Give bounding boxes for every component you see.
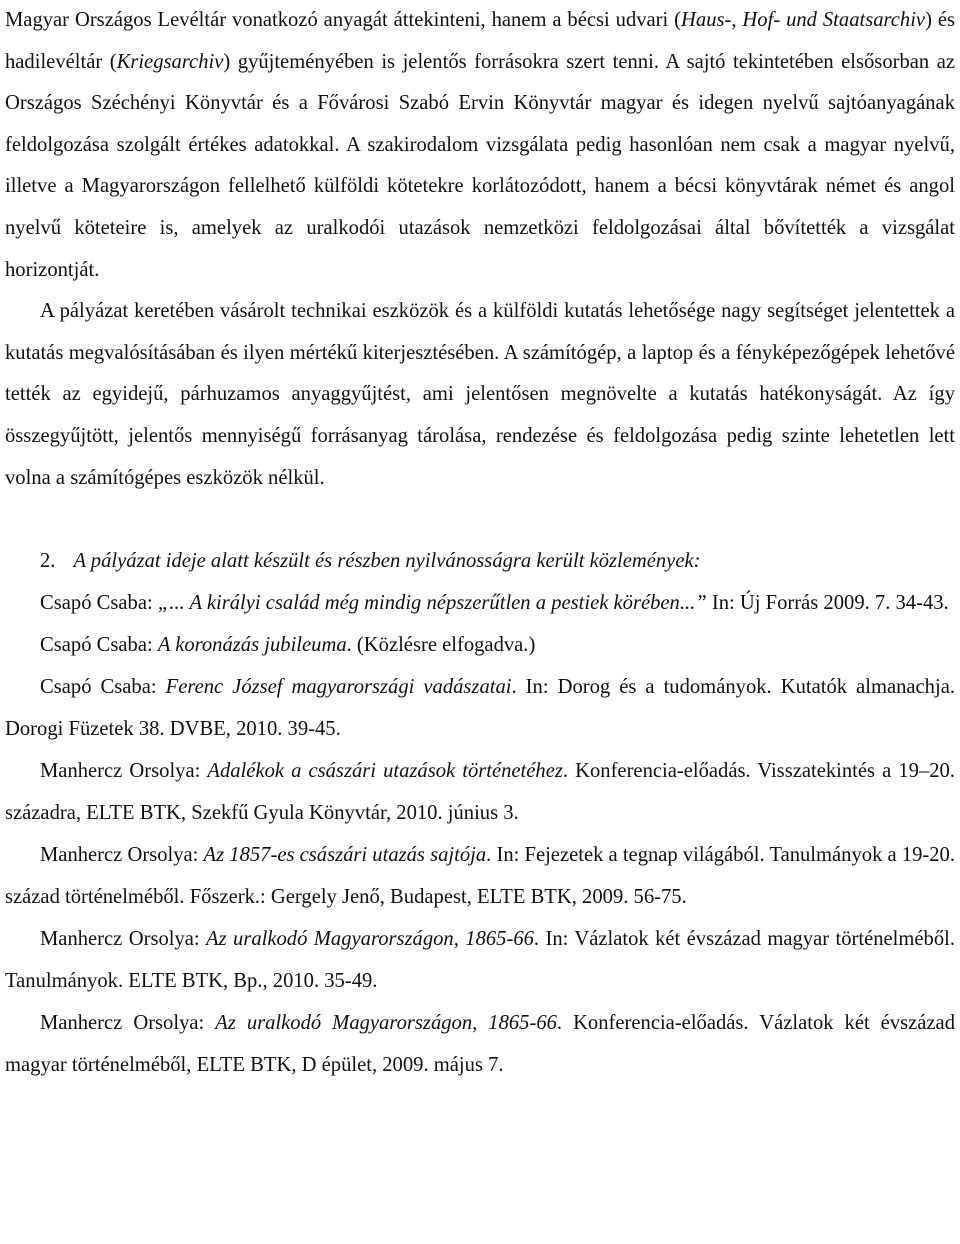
paragraph-1-text-a: Magyar Országos Levéltár vonatkozó anyagát áttekinteni, hanem a bécsi udvari ( [5, 9, 682, 31]
reference-item [5, 582, 955, 624]
reference-item [5, 750, 955, 834]
reference-title: Az 1857-es császári utazás sajtója [203, 844, 487, 867]
reference-details: . Konferencia-előadás. Visszatekintés a 19–20. századra, ELTE BTK, Szekfű Gyula Könyvtár, 2010. június 3. [5, 760, 955, 825]
paragraph-1-text-c: ) gyűjteményében is jelentős forrásokra szert tenni. A sajtó tekintetében elsősorban az Országos Széchényi Könyvtár és a Fővárosi Szabó Ervin Könyvtár magyar és idegen nyelvű sajtóanyagának feldolgozása szolgált értékes adatokkal. A szakirodalom vizsgálata pedig hasonlóan nem csak a magyar nyelvű, illetve a Magyarországon fellelhető külföldi kötetekre korlátozódott, hanem a bécsi könyvtárak német és angol nyelvű köteteire is, amelyek az uralkodói utazások nemzetközi feldolgozásai által bővítették a vizsgálat horizontját. [5, 50, 955, 281]
reference-author: Manhercz Orsolya: [40, 1012, 216, 1035]
reference-details: . In: Fejezetek a tegnap világából. Tanulmányok a 19-20. század történelméből. Főszerk.: Gergely Jenő, Budapest, ELTE BTK, 2009. 56-75. [5, 844, 956, 909]
section-number: 2. [40, 550, 56, 573]
paragraph-1-text-b: ) és hadilevéltár ( [5, 9, 955, 73]
reference-title: Adalékok a császári utazások történetéhez [207, 760, 563, 783]
reference-item [5, 834, 955, 918]
reference-details: In: Új Forrás 2009. 7. 34-43. [706, 592, 949, 615]
reference-author: Csapó Csaba: [40, 634, 158, 657]
reference-list [5, 582, 955, 1086]
reference-details: . In: Dorog és a tudományok. Kutatók almanachja. Dorogi Füzetek 38. DVBE, 2010. 39-45. [5, 676, 955, 741]
body-paragraph-2: A pályázat keretében vásárolt technikai eszközök és a külföldi kutatás lehetősége nagy segítséget jelentettek a kutatás megvalósításában és ilyen mértékű kiterjesztésében. A számítógép, a laptop és a fényképezőgépek lehetővé tették az egyidejű, párhuzamos anyaggyűjtést, ami jelentősen megnövelte a kutatás hatékonyságát. Az így összegyűjtött, jelentős mennyiségű forrásanyag tárolása, rendezése és feldolgozása pedig szinte lehetetlen lett volna a számítógépes eszközök nélkül. [5, 300, 955, 489]
reference-details: . In: Vázlatok két évszázad magyar történelméből. Tanulmányok. ELTE BTK, Bp., 2010. 35-49. [5, 928, 955, 993]
document-page [5, 0, 955, 1086]
reference-author: Csapó Csaba: [40, 592, 158, 615]
reference-author: Manhercz Orsolya: [40, 928, 207, 951]
reference-title: Ferenc József magyarországi vadászatai [165, 676, 512, 699]
reference-author: Manhercz Orsolya: [40, 760, 208, 783]
reference-title: Az uralkodó Magyarországon, 1865-66 [215, 1012, 557, 1035]
reference-title: Az uralkodó Magyarországon, 1865-66 [206, 928, 534, 951]
reference-author: Manhercz Orsolya: [40, 844, 204, 867]
reference-author: Csapó Csaba: [40, 676, 166, 699]
body-paragraph-1 [5, 0, 955, 291]
reference-details: . (Közlésre elfogadva.) [346, 634, 536, 657]
reference-item [5, 624, 955, 666]
section-heading [5, 540, 955, 582]
paragraph-1-italic-haus-hof-staatsarchiv: Haus-, Hof- und Staatsarchiv [681, 9, 926, 31]
reference-details: . Konferencia-előadás. Vázlatok két évszázad magyar történelméből, ELTE BTK, D épület, 2009. május 7. [5, 1012, 955, 1077]
reference-item [5, 918, 955, 1002]
paragraph-1-italic-kriegsarchiv: Kriegsarchiv [116, 50, 224, 73]
reference-title: A koronázás jubileuma [157, 634, 347, 657]
reference-item [5, 1002, 955, 1086]
section-heading-text: A pályázat ideje alatt készült és részben nyilvánosságra került közlemények: [73, 550, 701, 573]
reference-title: „... A királyi család még mindig népszerűtlen a pestiek körében...” [157, 592, 707, 615]
reference-item [5, 666, 955, 750]
